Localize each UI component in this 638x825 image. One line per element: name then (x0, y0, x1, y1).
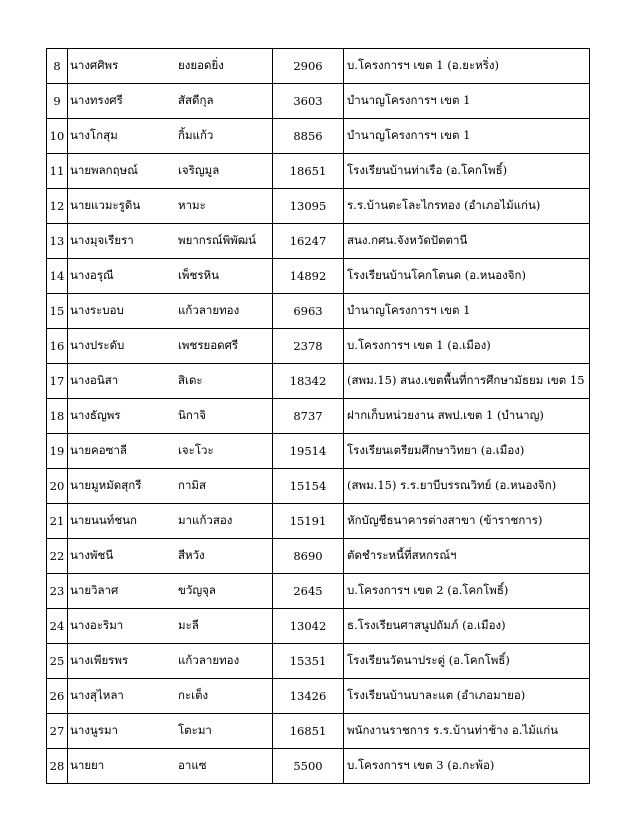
first-name: นางศศิพร (70, 58, 119, 72)
row-number: 16 (47, 329, 68, 364)
member-unit: บำนาญโครงการฯ เขต 1 (344, 119, 590, 154)
table-row (47, 574, 590, 609)
row-number: 15 (47, 294, 68, 329)
member-unit: (สพม.15) สนง.เขตพื้นที่การศึกษามัธยม เขต 15 (344, 364, 590, 399)
first-name: นายมูหมัดสุกรี (70, 478, 142, 492)
last-name: กะเต็ง (178, 688, 209, 702)
last-name: กามิส (178, 478, 207, 492)
member-name (68, 259, 273, 294)
first-name: นางทรงศรี (70, 93, 123, 107)
first-name: นางสุไหลา (70, 688, 124, 702)
member-name (68, 224, 273, 259)
first-name: นางประดับ (70, 338, 125, 352)
member-name (68, 574, 273, 609)
first-name: นางระบอบ (70, 303, 124, 317)
member-id: 18342 (273, 364, 344, 399)
member-unit: บ.โครงการฯ เขต 1 (อ.ยะหริ่ง) (344, 49, 590, 84)
last-name: พยากรณ์พิพัฒน์ (178, 233, 256, 247)
member-name (68, 609, 273, 644)
table-row (47, 329, 590, 364)
last-name: มาแก้วสอง (178, 513, 233, 527)
last-name: เจริญมูล (178, 163, 220, 177)
table-row (47, 364, 590, 399)
member-unit: ตัดชำระหนี้ที่สหกรณ์ฯ (344, 539, 590, 574)
table-row (47, 399, 590, 434)
member-name (68, 84, 273, 119)
member-id: 19514 (273, 434, 344, 469)
member-id: 14892 (273, 259, 344, 294)
last-name: กิ้มแก้ว (178, 128, 214, 142)
row-number: 25 (47, 644, 68, 679)
member-unit: ร.ร.บ้านตะโละไกรทอง (อำเภอไม้แก่น) (344, 189, 590, 224)
member-name (68, 154, 273, 189)
member-id: 16851 (273, 714, 344, 749)
member-name (68, 329, 273, 364)
row-number: 12 (47, 189, 68, 224)
member-unit: (สพม.15) ร.ร.ยาบีบรรณวิทย์ (อ.หนองจิก) (344, 469, 590, 504)
row-number: 22 (47, 539, 68, 574)
member-name (68, 679, 273, 714)
member-unit: บ.โครงการฯ เขต 1 (อ.เมือง) (344, 329, 590, 364)
last-name: แก้วลายทอง (178, 653, 240, 667)
last-name: เพ็ชรหิน (178, 268, 219, 282)
first-name: นางธัญพร (70, 408, 121, 422)
row-number: 19 (47, 434, 68, 469)
last-name: นิกาจิ (178, 408, 207, 422)
first-name: นางโกสุม (70, 128, 118, 142)
member-id: 6963 (273, 294, 344, 329)
last-name: หามะ (178, 198, 206, 212)
member-unit: หักบัญชีธนาคารต่างสาขา (ข้าราชการ) (344, 504, 590, 539)
member-id: 15351 (273, 644, 344, 679)
member-name (68, 399, 273, 434)
member-unit: สนง.กศน.จังหวัดปัตตานี (344, 224, 590, 259)
table-row (47, 259, 590, 294)
last-name: เจะโวะ (178, 443, 214, 457)
row-number: 8 (47, 49, 68, 84)
member-id: 8737 (273, 399, 344, 434)
table-row (47, 49, 590, 84)
last-name: สัสดีกุล (178, 93, 214, 107)
row-number: 10 (47, 119, 68, 154)
first-name: นายพลกฤษณ์ (70, 163, 138, 177)
member-table (46, 48, 590, 784)
member-id: 15154 (273, 469, 344, 504)
member-name (68, 504, 273, 539)
member-unit: โรงเรียนบ้านท่าเรือ (อ.โคกโพธิ์) (344, 154, 590, 189)
table-row (47, 189, 590, 224)
table-row (47, 714, 590, 749)
last-name: ยงยอดยิ่ง (178, 58, 224, 72)
row-number: 14 (47, 259, 68, 294)
table-row (47, 224, 590, 259)
row-number: 9 (47, 84, 68, 119)
member-unit: ธ.โรงเรียนศาสนูปถัมภ์ (อ.เมือง) (344, 609, 590, 644)
row-number: 26 (47, 679, 68, 714)
row-number: 28 (47, 749, 68, 784)
row-number: 20 (47, 469, 68, 504)
member-name (68, 749, 273, 784)
member-name (68, 49, 273, 84)
member-name (68, 294, 273, 329)
member-name (68, 364, 273, 399)
table-row (47, 539, 590, 574)
first-name: นางพัชนี (70, 548, 114, 562)
table-row (47, 644, 590, 679)
first-name: นายยา (70, 758, 105, 772)
member-unit: ฝากเก็บหน่วยงาน สพป.เขต 1 (บำนาญ) (344, 399, 590, 434)
table-row (47, 119, 590, 154)
last-name: เพชรยอดศรี (178, 338, 239, 352)
member-name (68, 644, 273, 679)
table-row (47, 679, 590, 714)
member-unit: โรงเรียนบ้านโคกโตนด (อ.หนองจิก) (344, 259, 590, 294)
first-name: นางอนิสา (70, 373, 119, 387)
member-unit: บำนาญโครงการฯ เขต 1 (344, 294, 590, 329)
row-number: 21 (47, 504, 68, 539)
table-row (47, 469, 590, 504)
first-name: นายคอซาลี (70, 443, 127, 457)
member-id: 3603 (273, 84, 344, 119)
last-name: สิเดะ (178, 373, 203, 387)
row-number: 24 (47, 609, 68, 644)
member-table-body (47, 49, 590, 784)
first-name: นางเพียรพร (70, 653, 129, 667)
row-number: 23 (47, 574, 68, 609)
member-name (68, 189, 273, 224)
member-name (68, 714, 273, 749)
member-id: 8690 (273, 539, 344, 574)
table-row (47, 84, 590, 119)
member-id: 13042 (273, 609, 344, 644)
last-name: อาแซ (178, 758, 207, 772)
row-number: 17 (47, 364, 68, 399)
row-number: 27 (47, 714, 68, 749)
member-unit: พนักงานราชการ ร.ร.บ้านท่าช้าง อ.ไม้แก่น (344, 714, 590, 749)
table-row (47, 609, 590, 644)
first-name: นายวิลาศ (70, 583, 119, 597)
member-id: 8856 (273, 119, 344, 154)
member-unit: บ.โครงการฯ เขต 3 (อ.กะพ้อ) (344, 749, 590, 784)
member-name (68, 434, 273, 469)
member-unit: บำนาญโครงการฯ เขต 1 (344, 84, 590, 119)
member-unit: โรงเรียนวัดนาประดู่ (อ.โคกโพธิ์) (344, 644, 590, 679)
table-row (47, 154, 590, 189)
first-name: นางอะริมา (70, 618, 124, 632)
member-unit: โรงเรียนเตรียมศึกษาวิทยา (อ.เมือง) (344, 434, 590, 469)
first-name: นางนูรมา (70, 723, 119, 737)
member-id: 16247 (273, 224, 344, 259)
table-row (47, 504, 590, 539)
row-number: 11 (47, 154, 68, 189)
member-id: 2645 (273, 574, 344, 609)
last-name: โตะมา (178, 723, 212, 737)
table-row (47, 749, 590, 784)
first-name: นายแวมะรูดิน (70, 198, 141, 212)
member-unit: บ.โครงการฯ เขต 2 (อ.โคกโพธิ์) (344, 574, 590, 609)
first-name: นางอรุณี (70, 268, 114, 282)
member-name (68, 539, 273, 574)
last-name: แก้วลายทอง (178, 303, 240, 317)
last-name: ขวัญจุล (178, 583, 216, 597)
row-number: 13 (47, 224, 68, 259)
last-name: สีหวัง (178, 548, 205, 562)
member-id: 5500 (273, 749, 344, 784)
member-id: 2906 (273, 49, 344, 84)
member-id: 2378 (273, 329, 344, 364)
row-number: 18 (47, 399, 68, 434)
member-id: 13426 (273, 679, 344, 714)
table-row (47, 294, 590, 329)
member-id: 13095 (273, 189, 344, 224)
member-name (68, 469, 273, 504)
member-unit: โรงเรียนบ้านบาละแต (อำเภอมายอ) (344, 679, 590, 714)
last-name: มะลี (178, 618, 199, 632)
table-row (47, 434, 590, 469)
member-id: 15191 (273, 504, 344, 539)
member-id: 18651 (273, 154, 344, 189)
member-name (68, 119, 273, 154)
first-name: นางมุจเรียรา (70, 233, 134, 247)
first-name: นายนนท์ชนก (70, 513, 137, 527)
